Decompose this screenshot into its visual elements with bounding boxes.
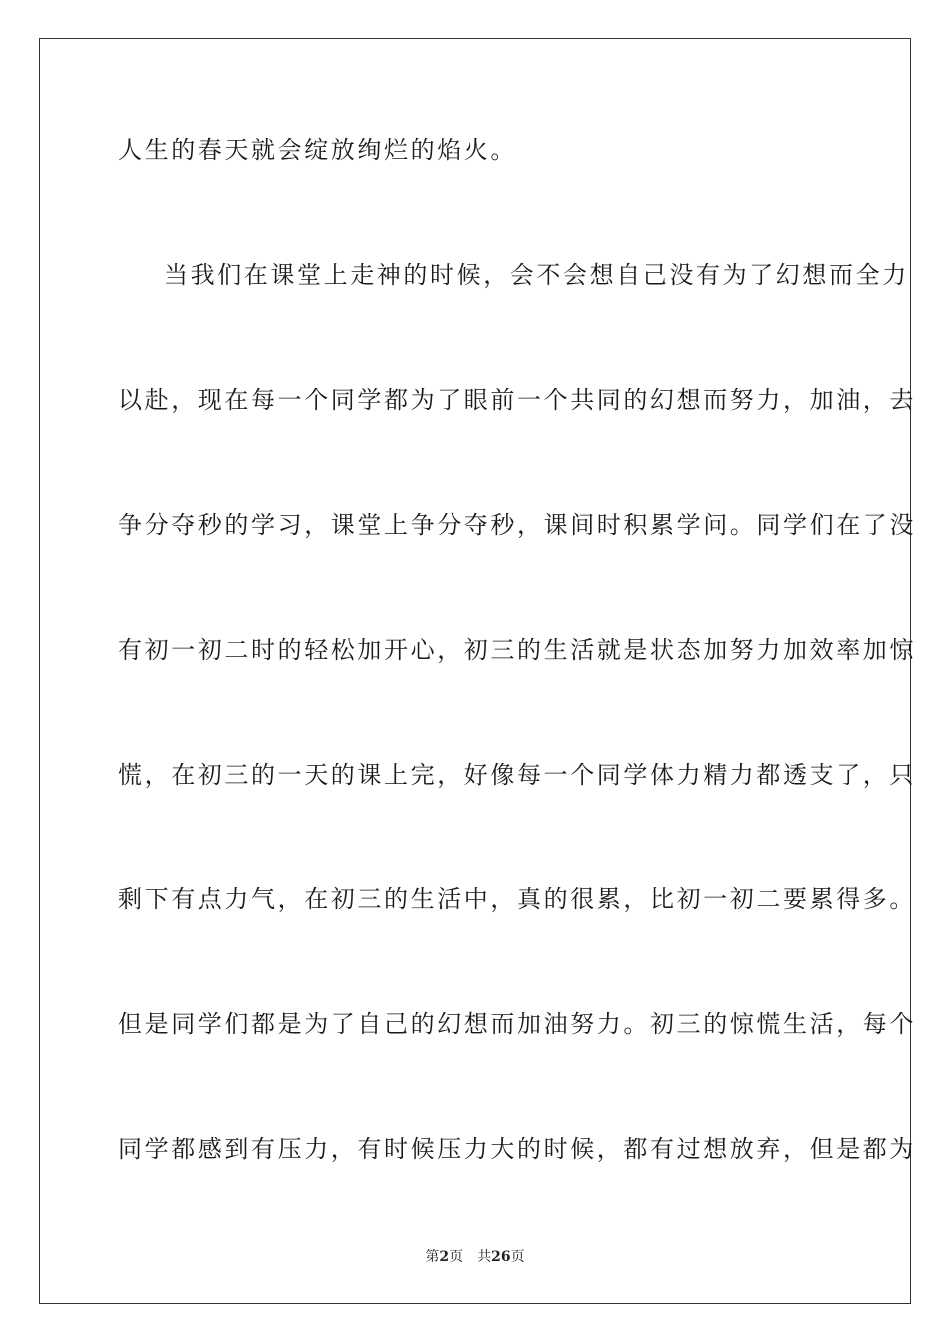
total-label-prefix: 共 <box>477 1249 492 1265</box>
page-label-prefix: 第 <box>425 1249 440 1265</box>
paragraph-line: 剩下有点力气，在初三的生活中，真的很累，比初一初二要累得多。 <box>118 885 916 913</box>
page-border <box>39 38 916 1304</box>
current-page-number: 2 <box>439 1249 450 1265</box>
paragraph-line: 同学都感到有压力，有时候压力大的时候，都有过想放弃，但是都为 <box>118 1135 916 1163</box>
paragraph-line: 有初一初二时的轻松加开心，初三的生活就是状态加努力加效率加惊 <box>118 636 916 664</box>
page-footer <box>0 1248 950 1266</box>
paragraph-line: 以赴，现在每一个同学都为了眼前一个共同的幻想而努力，加油，去 <box>118 386 916 414</box>
total-pages-number: 26 <box>491 1249 511 1265</box>
paragraph-line: 慌，在初三的一天的课上完，好像每一个同学体力精力都透支了，只 <box>118 761 916 789</box>
paragraph-line: 当我们在课堂上走神的时候，会不会想自己没有为了幻想而全力 <box>164 261 909 289</box>
paragraph-line: 争分夺秒的学习，课堂上争分夺秒，课间时积累学问。同学们在了没 <box>118 511 916 539</box>
paragraph-line: 人生的春天就会绽放绚烂的焰火。 <box>118 136 517 164</box>
total-label-suffix: 页 <box>510 1249 525 1265</box>
paragraph-line: 但是同学们都是为了自己的幻想而加油努力。初三的惊慌生活，每个 <box>118 1010 916 1038</box>
page-label-suffix: 页 <box>449 1249 464 1265</box>
